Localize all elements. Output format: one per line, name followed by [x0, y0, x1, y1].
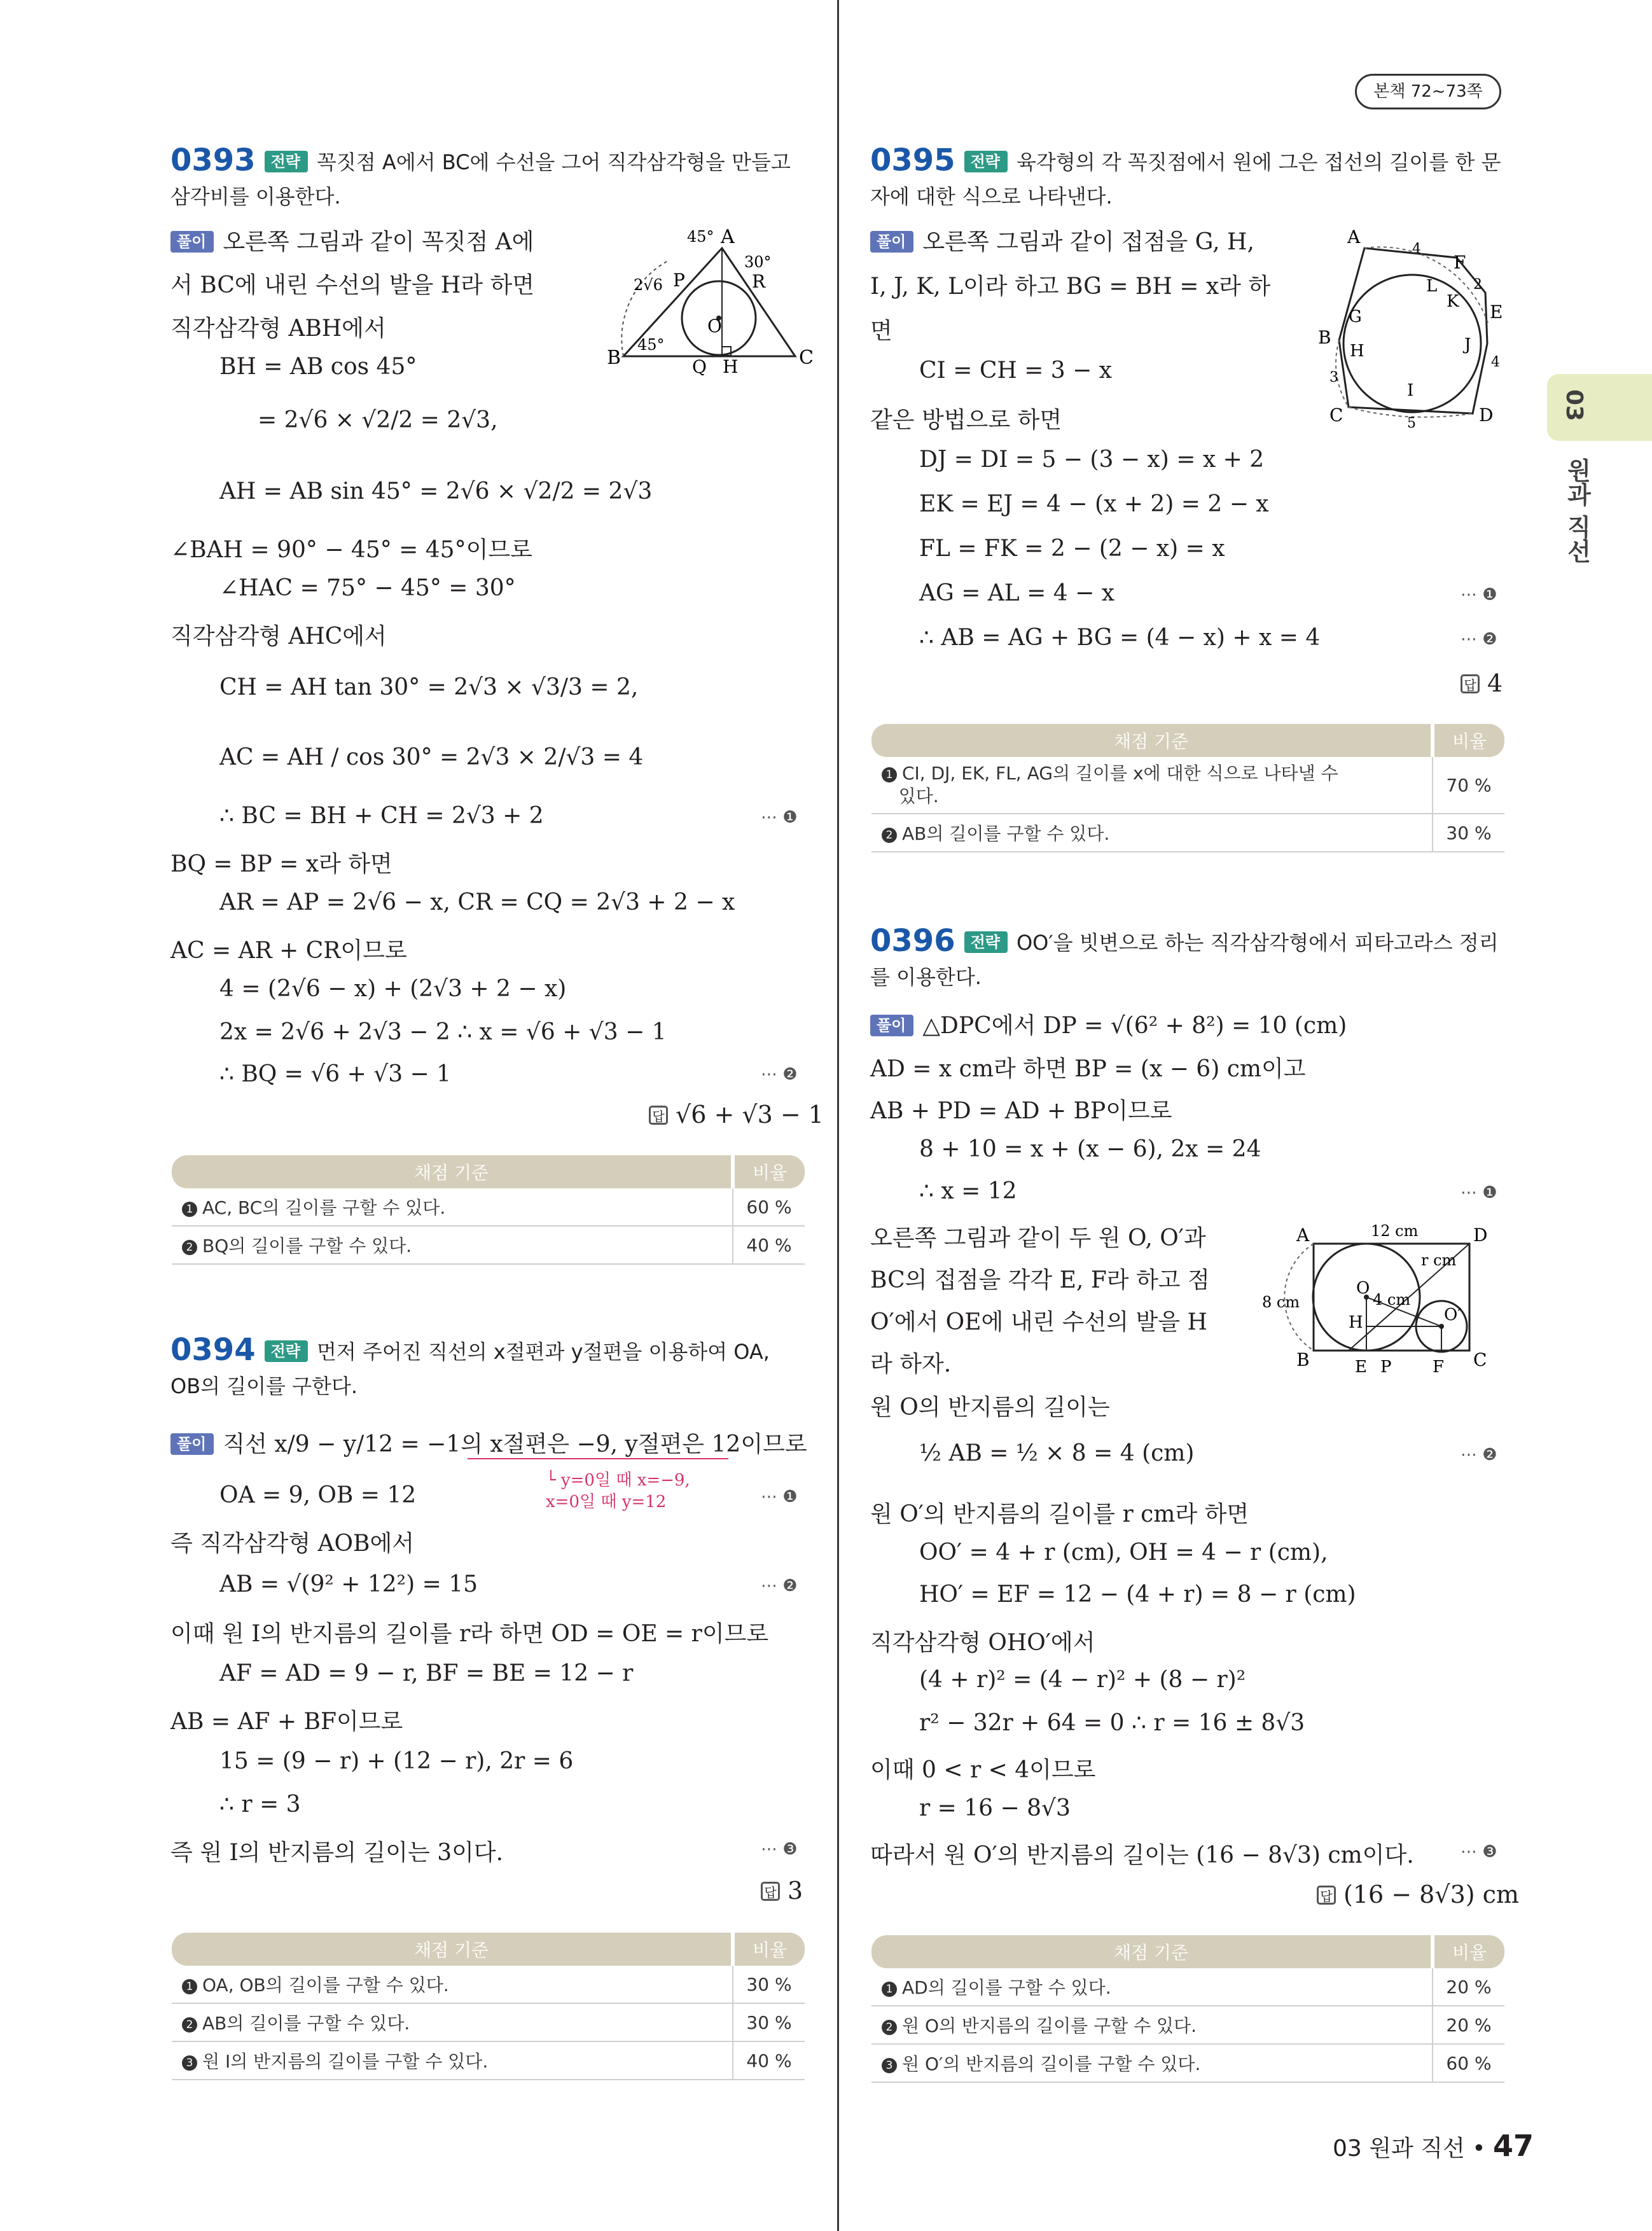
solution-line: DJ = DI = 5 − (3 − x) = x + 2 — [919, 447, 1265, 473]
table-header: 비율 — [733, 1933, 805, 1966]
svg-text:C: C — [1329, 405, 1343, 426]
table-row: 1 CI, DJ, EK, FL, AG의 길이를 x에 대한 식으로 나타낼 수 있다. 70 % — [871, 757, 1504, 814]
problem-header — [170, 1333, 807, 1403]
svg-text:30°: 30° — [744, 253, 772, 271]
column-divider — [837, 0, 839, 2231]
svg-text:F: F — [1454, 252, 1466, 273]
table-header: 비율 — [1433, 724, 1504, 757]
svg-text:F: F — [1433, 1358, 1445, 1377]
svg-text:P: P — [1380, 1358, 1392, 1377]
problem-number: 0395 — [870, 142, 955, 178]
svg-text:B: B — [1296, 1349, 1310, 1370]
solution-line: 직각삼각형 OHO′에서 — [870, 1630, 1095, 1656]
svg-text:12 cm: 12 cm — [1371, 1222, 1419, 1240]
strategy-badge: 전략 — [964, 931, 1008, 953]
svg-text:A: A — [1296, 1225, 1310, 1246]
svg-text:A: A — [1347, 226, 1361, 247]
svg-text:45°: 45° — [687, 228, 714, 246]
solution-badge: 풀이 — [170, 231, 214, 253]
table-header: 비율 — [1433, 1935, 1504, 1968]
solution-line: ∴ BQ = √6 + √3 − 1 — [219, 1061, 452, 1087]
solution-badge: 풀이 — [870, 231, 913, 253]
step-marker: ⋯ ❸ — [761, 1840, 798, 1859]
strategy-badge: 전략 — [964, 151, 1008, 172]
step-marker: ⋯ ❸ — [1461, 1842, 1497, 1861]
page-footer: 03 원과 직선 • 47 — [1333, 2129, 1534, 2163]
answer-icon: 답 — [1461, 674, 1480, 693]
step-marker: ⋯ ❶ — [761, 1487, 798, 1506]
step-marker: ⋯ ❶ — [1461, 585, 1497, 604]
table-header: 채점 기준 — [172, 1155, 733, 1188]
svg-text:C: C — [799, 347, 814, 369]
table-row: 2 AB의 길이를 구할 수 있다. 30 % — [172, 2003, 805, 2041]
svg-text:R: R — [752, 271, 766, 292]
solution-line: 8 + 10 = x + (x − 6), 2x = 24 — [919, 1136, 1261, 1162]
step-marker: ⋯ ❷ — [1461, 1445, 1497, 1464]
solution-line: = 2√6 × √2/2 = 2√3, — [258, 407, 498, 433]
svg-text:D: D — [1473, 1225, 1488, 1246]
strategy-text-2: 삼각비를 이용한다. — [170, 184, 341, 209]
solution-line: 이때 원 I의 반지름의 길이를 r라 하면 OD = OE = r이므로 — [170, 1621, 769, 1647]
problem-0393 — [170, 143, 807, 214]
svg-text:E: E — [1355, 1358, 1367, 1377]
solution-badge: 풀이 — [870, 1015, 913, 1036]
svg-text:5: 5 — [1407, 415, 1416, 431]
svg-text:45°: 45° — [637, 336, 665, 354]
svg-text:4: 4 — [1491, 354, 1500, 370]
solution-line: FL = FK = 2 − (2 − x) = x — [919, 536, 1225, 562]
solution-line: 이때 0 < r < 4이므로 — [870, 1757, 1096, 1783]
solution-line: ½ AB = ½ × 8 = 4 (cm) — [919, 1440, 1195, 1466]
solution-line: 직각삼각형 AHC에서 — [170, 623, 387, 650]
solution-line: AC = AH / cos 30° = 2√3 × 2/√3 = 4 — [219, 744, 644, 770]
answer-icon: 답 — [761, 1882, 780, 1901]
solution-line: 2x = 2√6 + 2√3 − 2 ∴ x = √6 + √3 − 1 — [219, 1019, 667, 1045]
solution-line: (4 + r)² = (4 − r)² + (8 − r)² — [919, 1667, 1246, 1693]
svg-text:B: B — [1318, 327, 1331, 348]
answer: 답 √6 + √3 − 1 — [649, 1101, 824, 1129]
svg-text:4 cm: 4 cm — [1373, 1291, 1411, 1309]
table-row: 2 AB의 길이를 구할 수 있다. 30 % — [871, 814, 1504, 852]
svg-text:A: A — [721, 226, 735, 248]
annotation-note: x=0일 때 y=12 — [546, 1492, 667, 1512]
svg-text:4: 4 — [1412, 241, 1421, 257]
solution-line: 즉 직각삼각형 AOB에서 — [170, 1531, 415, 1557]
solution-line: AR = AP = 2√6 − x, CR = CQ = 2√3 + 2 − x — [219, 889, 735, 915]
table-header: 비율 — [733, 1155, 805, 1188]
svg-text:O: O — [707, 316, 722, 337]
answer-icon: 답 — [1317, 1886, 1336, 1905]
annotation-note: └ y=0일 때 x=−9, — [546, 1471, 690, 1490]
solution-line: EK = EJ = 4 − (x + 2) = 2 − x — [919, 491, 1269, 517]
solution-line: 풀이 오른쪽 그림과 같이 접점을 G, H, — [870, 224, 1254, 256]
underline — [468, 1458, 728, 1459]
step-marker: ⋯ ❷ — [761, 1065, 798, 1084]
problem-0396 — [870, 924, 1506, 994]
solution-line: ∴ AB = AG + BG = (4 − x) + x = 4 — [919, 625, 1321, 651]
problem-number: 0394 — [170, 1332, 256, 1368]
strategy-text-2: 를 이용한다. — [870, 965, 982, 989]
problem-0394 — [170, 1333, 807, 1403]
solution-line: 따라서 원 O′의 반지름의 길이는 (16 − 8√3) cm이다. — [870, 1842, 1414, 1868]
solution-line: AC = AR + CR이므로 — [170, 938, 407, 964]
svg-text:D: D — [1479, 405, 1494, 426]
solution-line: AB = √(9² + 12²) = 15 — [219, 1571, 478, 1597]
solution-line: 같은 방법으로 하면 — [870, 407, 1062, 433]
strategy-badge: 전략 — [265, 1340, 308, 1362]
strategy-text-2: 자에 대한 식으로 나타낸다. — [870, 184, 1113, 209]
strategy-text: 육각형의 각 꼭짓점에서 원에 그은 접선의 길이를 한 문 — [1016, 150, 1501, 174]
step-marker: ⋯ ❶ — [1461, 1183, 1497, 1202]
solution-line: CI = CH = 3 − x — [919, 358, 1113, 384]
solution-line: ∠HAC = 75° − 45° = 30° — [219, 575, 516, 601]
solution-line: O′에서 OE에 내린 수선의 발을 H — [870, 1309, 1207, 1335]
svg-text:2: 2 — [1473, 277, 1482, 293]
grading-table — [172, 1155, 805, 1265]
strategy-text: OO′을 빗변으로 하는 직각삼각형에서 피타고라스 정리 — [1016, 931, 1499, 955]
solution-line: 즉 원 I의 반지름의 길이는 3이다. — [170, 1840, 504, 1866]
svg-text:2√6: 2√6 — [634, 276, 663, 294]
center-o-prime — [1439, 1324, 1444, 1329]
solution-line: 15 = (9 − r) + (12 − r), 2r = 6 — [219, 1748, 574, 1774]
table-row: 3 원 O′의 반지름의 길이를 구할 수 있다. 60 % — [871, 2044, 1504, 2082]
solution-line: 풀이 오른쪽 그림과 같이 꼭짓점 A에 — [170, 224, 534, 256]
svg-text:O′: O′ — [1444, 1305, 1462, 1324]
svg-text:B: B — [607, 347, 621, 369]
solution-line: 오른쪽 그림과 같이 두 원 O, O′과 — [870, 1225, 1206, 1251]
solution-line: AB + PD = AD + BP이므로 — [870, 1098, 1172, 1124]
solution-line: r = 16 − 8√3 — [919, 1795, 1071, 1821]
svg-text:E: E — [1490, 302, 1503, 323]
grading-table — [871, 1935, 1504, 2083]
problem-header — [170, 143, 807, 214]
table-row: 1 AC, BC의 길이를 구할 수 있다. 60 % — [172, 1188, 805, 1226]
svg-text:Q: Q — [692, 356, 707, 375]
solution-line: 서 BC에 내린 수선의 발을 H라 하면 — [170, 272, 535, 298]
solution-line: r² − 32r + 64 = 0 ∴ r = 16 ± 8√3 — [919, 1710, 1305, 1736]
table-row: 2 BQ의 길이를 구할 수 있다. 40 % — [172, 1226, 805, 1264]
strategy-text: 먼저 주어진 직선의 x절편과 y절편을 이용하여 OA, — [316, 1340, 770, 1364]
solution-line: CH = AH tan 30° = 2√3 × √3/3 = 2, — [219, 674, 639, 700]
problem-number: 0396 — [870, 923, 955, 959]
reference-badge: 본책 72~73쪽 — [1355, 74, 1501, 109]
svg-text:G: G — [1349, 307, 1362, 326]
answer-icon: 답 — [649, 1106, 668, 1125]
solution-line: OA = 9, OB = 12 — [219, 1482, 417, 1508]
strategy-text-2: OB의 길이를 구한다. — [170, 1374, 358, 1398]
step-marker: ⋯ ❷ — [1461, 630, 1497, 649]
svg-text:O: O — [1356, 1279, 1370, 1298]
svg-text:8 cm: 8 cm — [1262, 1293, 1300, 1311]
solution-line: BC의 접점을 각각 E, F라 하고 점 — [870, 1267, 1210, 1293]
strategy-text: 꼭짓점 A에서 BC에 수선을 그어 직각삼각형을 만들고 — [316, 150, 791, 174]
table-row: 1 AD의 길이를 구할 수 있다. 20 % — [871, 1968, 1504, 2006]
svg-text:P: P — [673, 270, 685, 291]
svg-text:3: 3 — [1329, 370, 1338, 386]
grading-table — [871, 724, 1504, 852]
svg-text:K: K — [1447, 292, 1459, 311]
svg-text:I: I — [1407, 381, 1414, 400]
rectangle-two-circles-figure — [1260, 1218, 1514, 1384]
table-header: 채점 기준 — [871, 724, 1433, 757]
page-number: 47 — [1492, 2129, 1534, 2163]
svg-text:r cm: r cm — [1421, 1251, 1457, 1269]
solution-line: AG = AL = 4 − x — [919, 580, 1115, 606]
solution-line: BH = AB cos 45° — [219, 354, 417, 380]
solution-line: 라 하자. — [870, 1351, 952, 1377]
table-row: 3 원 I의 반지름의 길이를 구할 수 있다. 40 % — [172, 2041, 805, 2080]
solution-line: OO′ = 4 + r (cm), OH = 4 − r (cm), — [919, 1539, 1328, 1566]
solution-line: BQ = BP = x라 하면 — [170, 851, 392, 877]
solution-line: AB = AF + BF이므로 — [170, 1709, 403, 1735]
svg-text:H: H — [723, 356, 739, 375]
table-header: 채점 기준 — [871, 1935, 1433, 1968]
solution-line: 원 O′의 반지름의 길이를 r cm라 하면 — [870, 1501, 1249, 1527]
solution-line: 원 O의 반지름의 길이는 — [870, 1394, 1110, 1421]
problem-number: 0393 — [170, 142, 256, 178]
step-marker: ⋯ ❷ — [761, 1576, 798, 1595]
svg-text:H: H — [1349, 1313, 1363, 1332]
table-row: 2 원 O의 반지름의 길이를 구할 수 있다. 20 % — [871, 2006, 1504, 2044]
solution-line: AD = x cm라 하면 BP = (x − 6) cm이고 — [870, 1056, 1306, 1082]
solution-line: AH = AB sin 45° = 2√6 × √2/2 = 2√3 — [219, 478, 653, 504]
solution-line: ∴ x = 12 — [919, 1178, 1017, 1204]
problem-header — [870, 143, 1506, 214]
step-marker: ⋯ ❶ — [761, 808, 798, 827]
footer-chapter: 03 원과 직선 — [1333, 2136, 1465, 2162]
hexagon-incircle-figure — [1310, 223, 1514, 433]
solution-line: 면 — [870, 318, 892, 344]
problem-0395 — [870, 143, 1506, 214]
triangle-incircle-figure — [598, 223, 814, 375]
solution-line: HO′ = EF = 12 − (4 + r) = 8 − r (cm) — [919, 1581, 1356, 1608]
problem-header — [870, 924, 1506, 994]
svg-text:C: C — [1473, 1349, 1487, 1370]
solution-line: I, J, K, L이라 하고 BG = BH = x라 하 — [870, 274, 1271, 300]
table-header: 채점 기준 — [172, 1933, 733, 1966]
answer: 답 (16 − 8√3) cm — [1317, 1880, 1519, 1908]
answer: 답 3 — [761, 1877, 803, 1905]
solution-line: ∠BAH = 90° − 45° = 45°이므로 — [170, 537, 532, 563]
solution-line: ∴ r = 3 — [219, 1791, 301, 1817]
solution-line: 풀이 △DPC에서 DP = √(6² + 8²) = 10 (cm) — [870, 1008, 1347, 1040]
svg-text:L: L — [1426, 277, 1438, 296]
solution-badge: 풀이 — [170, 1433, 214, 1455]
solution-line: ∴ BC = BH + CH = 2√3 + 2 — [219, 803, 544, 829]
svg-text:H: H — [1350, 342, 1364, 361]
solution-line: 4 = (2√6 − x) + (2√3 + 2 − x) — [219, 976, 567, 1002]
strategy-badge: 전략 — [265, 151, 308, 172]
chapter-label: 원과 직선 — [1563, 458, 1591, 564]
answer: 답 4 — [1461, 669, 1503, 697]
solution-line: AF = AD = 9 − r, BF = BE = 12 − r — [219, 1660, 634, 1686]
solution-line: 직각삼각형 ABH에서 — [170, 316, 386, 342]
grading-table — [172, 1933, 805, 2080]
table-row: 1 OA, OB의 길이를 구할 수 있다. 30 % — [172, 1966, 805, 2003]
chapter-number: 03 — [1561, 389, 1587, 422]
solution-line: 풀이 직선 x/9 − y/12 = −1의 x절편은 −9, y절편은 12이므로 — [170, 1426, 807, 1459]
svg-text:J: J — [1464, 335, 1471, 354]
